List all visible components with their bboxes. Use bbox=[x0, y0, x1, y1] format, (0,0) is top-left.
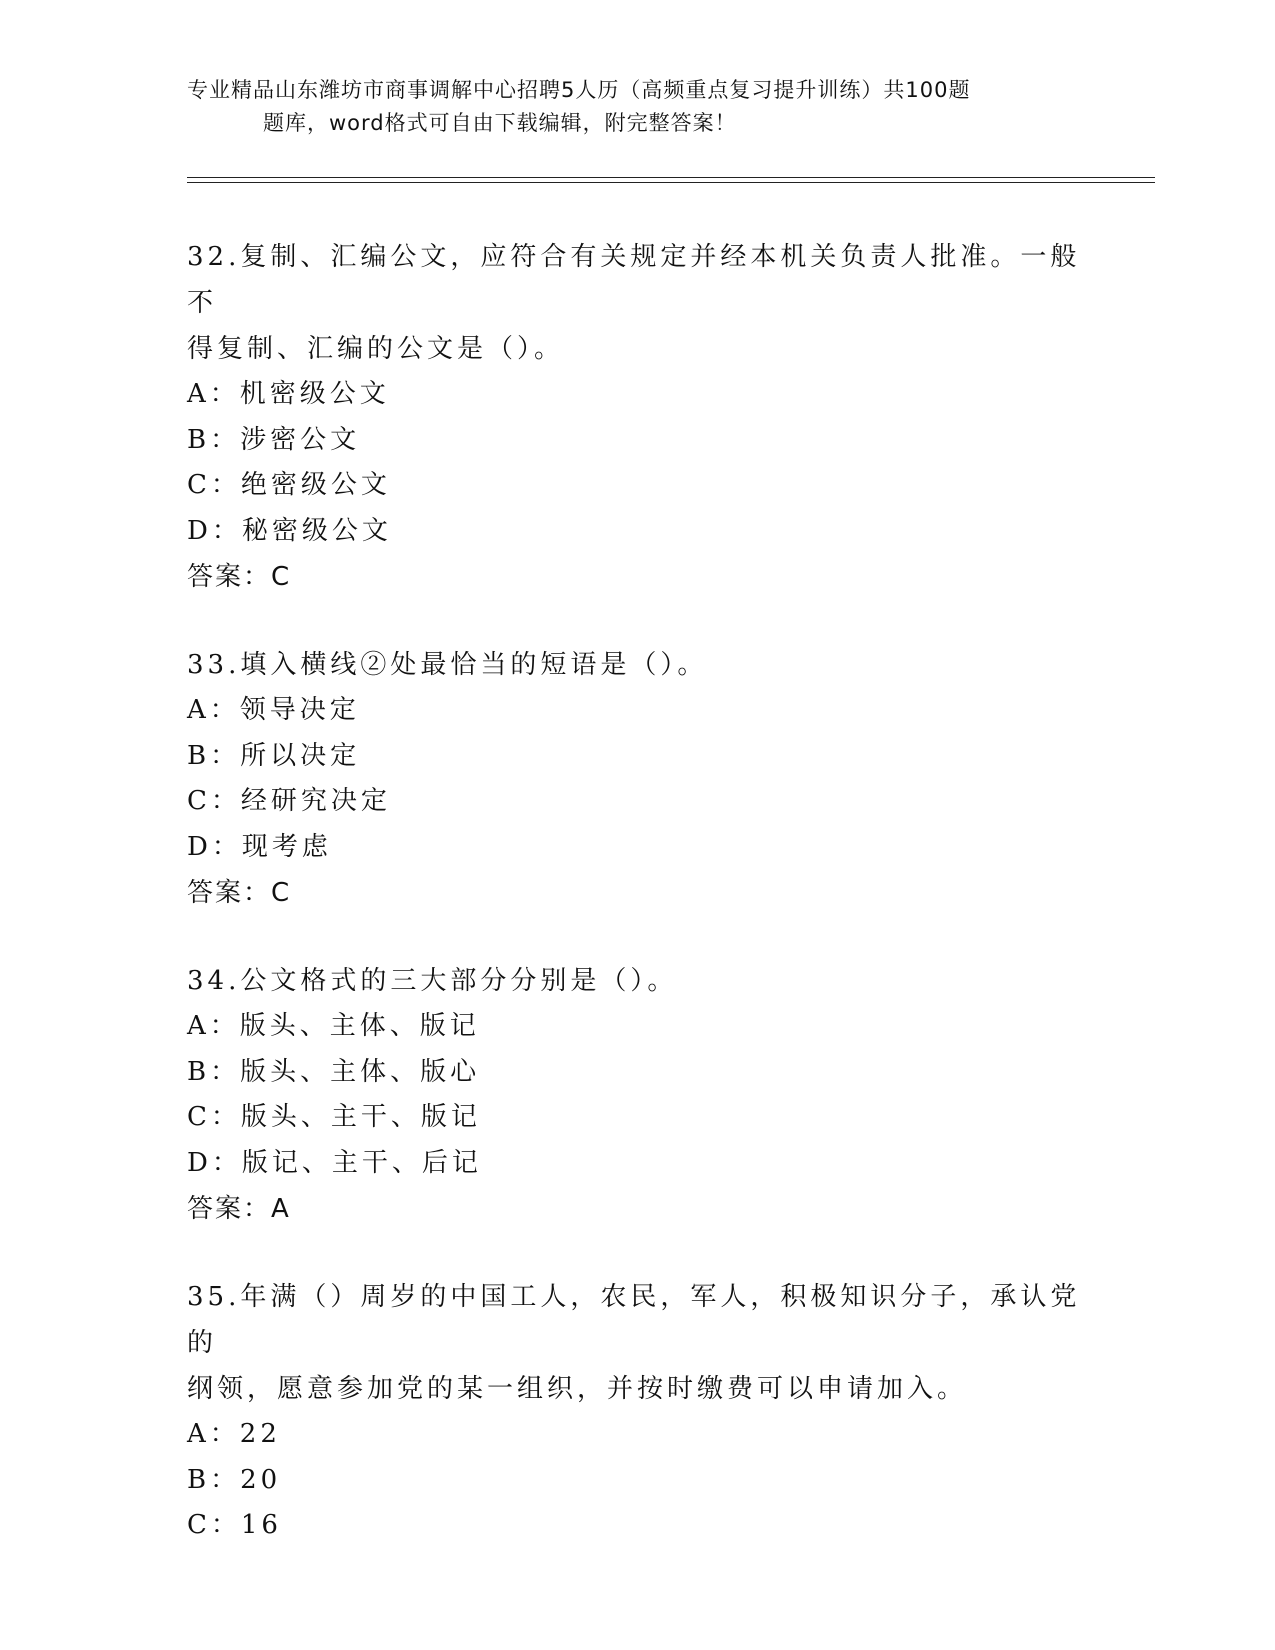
question-34 bbox=[187, 958, 1087, 1232]
question-stem-line-1: 33.填入横线②处最恰当的短语是（）。 bbox=[187, 650, 708, 680]
question-stem bbox=[187, 958, 1087, 1004]
question-stem-line-1: 34.公文格式的三大部分分别是（）。 bbox=[187, 966, 678, 996]
question-stem-line-1: 32.复制、汇编公文，应符合有关规定并经本机关负责人批准。一般不 bbox=[187, 242, 1081, 318]
header-divider-bottom bbox=[187, 182, 1155, 183]
question-stem-line-2: 纲领，愿意参加党的某一组织，并按时缴费可以申请加入。 bbox=[187, 1374, 968, 1404]
option-c: C：绝密级公文 bbox=[187, 470, 391, 500]
option-a: A：机密级公文 bbox=[187, 379, 390, 409]
question-stem-line-1: 35.年满（）周岁的中国工人，农民，军人，积极知识分子，承认党的 bbox=[187, 1282, 1081, 1358]
option-b: B：所以决定 bbox=[187, 740, 361, 771]
option-d: D：秘密级公文 bbox=[187, 515, 392, 546]
answer-line: 答案：A bbox=[187, 1194, 291, 1224]
question-stem bbox=[187, 642, 1087, 688]
header-divider-top bbox=[187, 177, 1155, 178]
option-a: A：领导决定 bbox=[187, 695, 360, 725]
question-stem-line-2: 得复制、汇编的公文是（）。 bbox=[187, 334, 565, 364]
header-line-1: 专业精品山东潍坊市商事调解中心招聘5人历（高频重点复习提升训练）共100题 bbox=[187, 78, 971, 102]
question-33 bbox=[187, 642, 1087, 916]
header-line-2: 题库，word格式可自由下载编辑，附完整答案！ bbox=[263, 111, 737, 135]
document-header bbox=[187, 74, 1087, 140]
question-stem bbox=[187, 1274, 1087, 1412]
option-a: A：22 bbox=[187, 1419, 281, 1449]
question-stem bbox=[187, 234, 1087, 372]
question-35 bbox=[187, 1274, 1087, 1549]
option-d: D：现考虑 bbox=[187, 831, 332, 862]
option-c: C：版头、主干、版记 bbox=[187, 1102, 481, 1132]
option-b: B：涉密公文 bbox=[187, 424, 361, 455]
question-list bbox=[187, 234, 1087, 1591]
option-c: C：16 bbox=[187, 1510, 282, 1540]
option-b: B：版头、主体、版心 bbox=[187, 1056, 481, 1087]
option-b: B：20 bbox=[187, 1464, 282, 1495]
answer-line: 答案：C bbox=[187, 562, 292, 592]
question-32 bbox=[187, 234, 1087, 600]
option-a: A：版头、主体、版记 bbox=[187, 1011, 480, 1041]
option-d: D：版记、主干、后记 bbox=[187, 1147, 482, 1178]
answer-line: 答案：C bbox=[187, 878, 292, 908]
option-c: C：经研究决定 bbox=[187, 786, 391, 816]
